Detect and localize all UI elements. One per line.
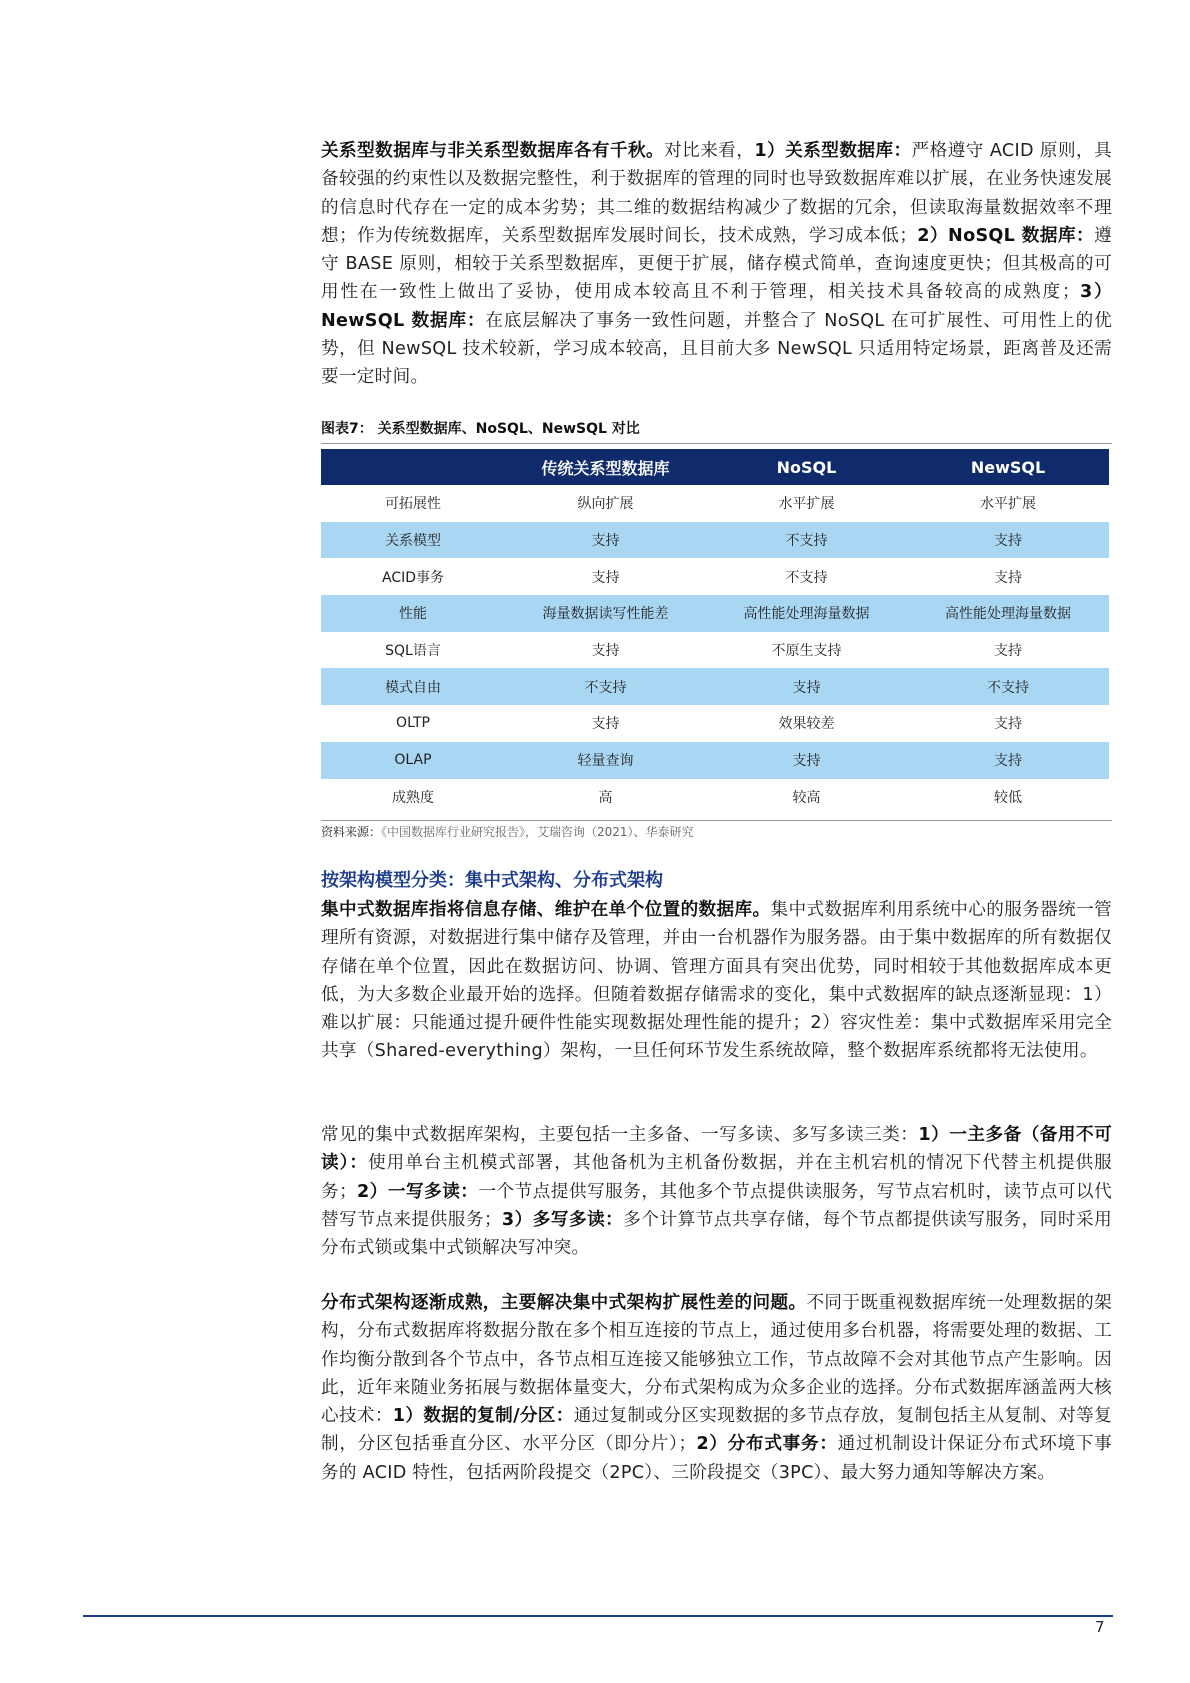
intro-paragraph-block (321, 137, 1112, 392)
caption-divider (321, 443, 1112, 444)
table-cell: 高性能处理海量数据 (907, 595, 1109, 632)
table-cell: 高性能处理海量数据 (706, 595, 907, 632)
table-header-cell: 传统关系型数据库 (505, 449, 706, 485)
table-cell: 高 (598, 789, 613, 806)
table-cell: 支持 (994, 569, 1022, 586)
table-cell: 轻量查询 (505, 742, 706, 779)
table-cell: 可拓展性 (385, 496, 441, 513)
table-cell: 水平扩展 (778, 496, 835, 513)
table-cell: OLAP (321, 742, 505, 779)
table-cell: 支持 (591, 569, 620, 586)
section-heading: 按架构模型分类：集中式架构、分布式架构 (321, 870, 663, 891)
table-cell: 不支持 (706, 522, 907, 559)
intro-paragraph: 关系型数据库与非关系型数据库各有千秋。对比来看，1）关系型数据库：严格遵守 ACID 原则，具备较强的约束性以及数据完整性，利于数据库的管理的同时也导致数据库难以扩展，在业务快速发展的信息时代存在一定的成本劣势；其二维的数据结构减少了数据的冗余，但读取海量数据效率不理想；作为传统数据库，关系型数据库发展时间长，技术成熟，学习成本低；2）NoSQL 数据库：遵守 BASE 原则，相较于关系型数据库，更便于扩展，储存模式简单，查询速度更快；但其极高的可用性在一致性上做出了妥协，使用成本较高且不利于管理，相关技术具备较高的成熟度；3）NewSQL 数据库：在底层解决了事务一致性问题，并整合了 NoSQL 在可扩展性、可用性上的优势，但 NewSQL 技术较新，学习成本较高，且目前大多 NewSQL 只适用特定场景，距离普及还需要一定时间。 (321, 141, 1112, 388)
table-header-cell: NoSQL (706, 449, 907, 485)
table-row (321, 742, 1109, 779)
distributed-lead: 分布式架构逐渐成熟，主要解决集中式架构扩展性差的问题。 (321, 1293, 807, 1313)
table-cell: 较高 (792, 789, 821, 806)
figure-source: 资料来源：《中国数据库行业研究报告》，艾瑞咨询（2021）、华泰研究 (321, 825, 694, 839)
table-cell: 支持 (591, 716, 620, 733)
table-row (321, 705, 1109, 742)
table-cell: 较低 (994, 789, 1022, 806)
table-cell: 不支持 (505, 668, 706, 705)
table-cell: 支持 (994, 716, 1022, 733)
page-number: 7 (1095, 1618, 1105, 1636)
table-row (321, 485, 1109, 522)
table-header-cell (321, 449, 505, 485)
centralized-paragraph-block (321, 896, 1112, 1066)
table-row (321, 558, 1109, 595)
table-cell: 不原生支持 (771, 643, 842, 660)
table-cell: 支持 (706, 668, 907, 705)
table-cell: 关系模型 (321, 522, 505, 559)
table-row (321, 779, 1109, 816)
table-row (321, 668, 1109, 705)
table-cell: ACID事务 (381, 569, 444, 586)
table-cell: 纵向扩展 (577, 496, 634, 513)
table-cell: 水平扩展 (980, 496, 1036, 513)
table-cell: 海量数据读写性能差 (505, 595, 706, 632)
figure-caption: 图表7： 关系型数据库、NoSQL、NewSQL 对比 (321, 421, 640, 437)
table-cell: SQL语言 (385, 643, 441, 660)
table-cell: 模式自由 (321, 668, 505, 705)
table-cell: 性能 (321, 595, 505, 632)
distributed-paragraph: 分布式架构逐渐成熟，主要解决集中式架构扩展性差的问题。不同于既重视数据库统一处理数据的架构，分布式数据库将数据分散在多个相互连接的节点上，通过使用多台机器，将需要处理的数据、工作均衡分散到各个节点中，各节点相互连接又能够独立工作，节点故障不会对其他节点产生影响。因此，近年来随业务拓展与数据体量变大，分布式架构成为众多企业的选择。分布式数据库涵盖两大核心技术：1）数据的复制/分区：通过复制或分区实现数据的多节点存放，复制包括主从复制、对等复制，分区包括垂直分区、水平分区（即分片）；2）分布式事务：通过机制设计保证分布式环境下事务的 ACID 特性，包括两阶段提交（2PC）、三阶段提交（3PC）、最大努力通知等解决方案。 (321, 1293, 1113, 1483)
centralized-lead: 集中式数据库指将信息存储、维护在单个位置的数据库。 (321, 900, 771, 920)
table-row (321, 595, 1109, 632)
table-cell: 支持 (907, 742, 1109, 779)
table-cell: 支持 (994, 643, 1022, 660)
footer-divider (83, 1615, 1113, 1617)
table-cell: 效果较差 (778, 716, 835, 733)
architecture-types-paragraph-block (321, 1121, 1112, 1262)
table-row (321, 522, 1109, 559)
table-header-cell: NewSQL (907, 449, 1109, 485)
table-row (321, 632, 1109, 669)
table-cell: 成熟度 (392, 789, 434, 806)
comparison-table (321, 449, 1109, 815)
table-cell: 支持 (505, 522, 706, 559)
centralized-paragraph: 集中式数据库指将信息存储、维护在单个位置的数据库。集中式数据库利用系统中心的服务器统一管理所有资源，对数据进行集中储存及管理，并由一台机器作为服务器。由于集中数据库的所有数据仅存储在单个位置，因此在数据访问、协调、管理方面具有突出优势，同时相较于其他数据库成本更低，为大多数企业最开始的选择。但随着数据存储需求的变化，集中式数据库的缺点逐渐显现：1）难以扩展：只能通过提升硬件性能实现数据处理性能的提升；2）容灾性差：集中式数据库采用完全共享（Shared-everything）架构，一旦任何环节发生系统故障，整个数据库系统都将无法使用。 (321, 900, 1112, 1062)
architecture-types-paragraph: 常见的集中式数据库架构，主要包括一主多备、一写多读、多写多读三类：1）一主多备（备用不可读）：使用单台主机模式部署，其他备机为主机备份数据，并在主机宕机的情况下代替主机提供服务；2）一写多读：一个节点提供写服务，其他多个节点提供读服务，写节点宕机时，读节点可以代替写节点来提供服务；3）多写多读：多个计算节点共享存储，每个节点都提供读写服务，同时采用分布式锁或集中式锁解决写冲突。 (321, 1125, 1112, 1259)
distributed-paragraph-block (321, 1289, 1112, 1487)
table-cell: 支持 (706, 742, 907, 779)
source-divider (321, 820, 1112, 821)
intro-lead: 关系型数据库与非关系型数据库各有千秋。 (321, 141, 665, 161)
table-cell: OLTP (396, 715, 430, 732)
table-cell: 不支持 (785, 569, 828, 586)
table-header-row (321, 449, 1109, 485)
table-cell: 支持 (907, 522, 1109, 559)
table-cell: 不支持 (907, 668, 1109, 705)
table-cell: 支持 (591, 643, 620, 660)
